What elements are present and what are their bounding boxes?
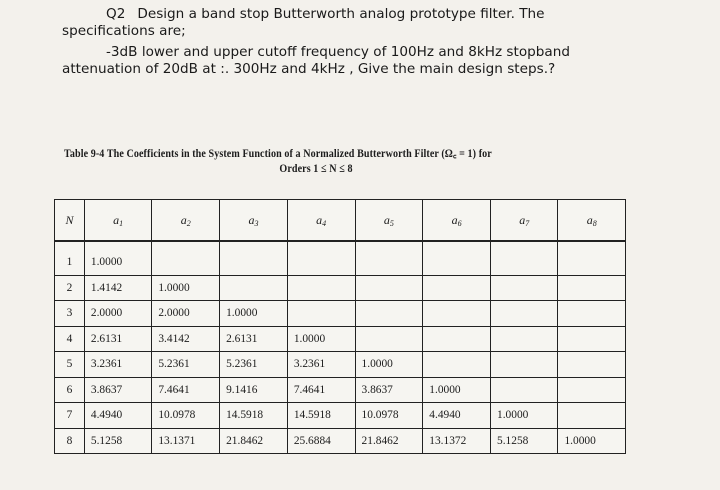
coef-cell: 3.4142 xyxy=(152,326,220,352)
table-row xyxy=(55,241,626,275)
order-cell: 8 xyxy=(55,428,85,454)
coef-cell: 9.1416 xyxy=(220,377,288,403)
header-cell: $a_8$ xyxy=(558,200,626,242)
coef-cell xyxy=(423,326,491,352)
table-row xyxy=(55,275,626,301)
header-cell: $a_7$ xyxy=(491,200,558,242)
coef-cell xyxy=(152,241,220,275)
coef-cell: 5.1258 xyxy=(491,428,558,454)
table-row xyxy=(55,377,626,403)
order-cell: 7 xyxy=(55,403,85,429)
coef-cell xyxy=(491,352,558,378)
table-title-line-2: Orders 1 ≤ N ≤ 8 xyxy=(279,161,353,175)
coef-cell xyxy=(287,241,355,275)
order-cell: 4 xyxy=(55,326,85,352)
coef-cell xyxy=(423,301,491,327)
question-block xyxy=(62,6,712,78)
coef-cell xyxy=(558,301,626,327)
table-header-row xyxy=(55,200,626,242)
coef-cell xyxy=(355,301,423,327)
coef-cell xyxy=(220,275,288,301)
coef-cell: 1.0000 xyxy=(558,428,626,454)
coef-cell xyxy=(558,403,626,429)
question-prompt: Design a band stop Butterworth analog prototype filter. The xyxy=(137,6,545,22)
header-cell: $a_1$ xyxy=(84,200,151,242)
coef-cell xyxy=(423,275,491,301)
table-title-line-1: Table 9-4 The Coefficients in the System Function of a Normalized Butterworth Filter (Ω꜀ = 1) for xyxy=(64,146,492,160)
header-cell: N xyxy=(55,200,85,242)
spec-line-1: -3dB lower and upper cutoff frequency of 100Hz and 8kHz stopband xyxy=(106,44,570,60)
coef-cell: 13.1372 xyxy=(423,428,491,454)
coef-cell: 1.0000 xyxy=(84,241,151,275)
coef-cell xyxy=(287,301,355,327)
coef-cell: 1.0000 xyxy=(287,326,355,352)
coef-cell: 25.6884 xyxy=(287,428,355,454)
spec-line-2: attenuation of 20dB at :. 300Hz and 4kHz , Give the main design steps.? xyxy=(62,61,556,77)
coef-cell: 2.0000 xyxy=(152,301,220,327)
header-cell: $a_5$ xyxy=(355,200,423,242)
order-cell: 1 xyxy=(55,241,85,275)
coef-cell: 14.5918 xyxy=(220,403,288,429)
order-cell: 2 xyxy=(55,275,85,301)
coef-cell xyxy=(491,241,558,275)
coef-cell: 1.0000 xyxy=(220,301,288,327)
coef-cell xyxy=(491,301,558,327)
table-row xyxy=(55,352,626,378)
coef-cell xyxy=(423,352,491,378)
coef-cell: 3.2361 xyxy=(287,352,355,378)
coef-cell: 10.0978 xyxy=(355,403,423,429)
coef-cell: 13.1371 xyxy=(152,428,220,454)
coef-cell: 2.6131 xyxy=(84,326,151,352)
coef-cell xyxy=(423,241,491,275)
coef-cell: 21.8462 xyxy=(355,428,423,454)
coef-cell: 5.2361 xyxy=(220,352,288,378)
table-row xyxy=(55,301,626,327)
coef-cell: 4.4940 xyxy=(423,403,491,429)
header-cell: $a_3$ xyxy=(220,200,288,242)
coef-cell xyxy=(355,241,423,275)
coef-cell: 14.5918 xyxy=(287,403,355,429)
coef-cell xyxy=(287,275,355,301)
coef-cell xyxy=(558,352,626,378)
header-cell: $a_6$ xyxy=(423,200,491,242)
coef-cell xyxy=(491,275,558,301)
coef-cell xyxy=(558,326,626,352)
coef-cell: 10.0978 xyxy=(152,403,220,429)
coef-cell xyxy=(491,377,558,403)
coef-cell: 1.0000 xyxy=(355,352,423,378)
coef-cell: 21.8462 xyxy=(220,428,288,454)
coef-cell: 7.4641 xyxy=(287,377,355,403)
coef-cell xyxy=(558,377,626,403)
order-cell: 3 xyxy=(55,301,85,327)
table-row xyxy=(55,403,626,429)
table-row xyxy=(55,428,626,454)
coef-cell xyxy=(558,241,626,275)
coef-cell: 3.8637 xyxy=(355,377,423,403)
coef-cell: 1.0000 xyxy=(423,377,491,403)
coef-cell: 5.1258 xyxy=(84,428,151,454)
coef-cell: 1.0000 xyxy=(152,275,220,301)
question-prompt-continued: specifications are; xyxy=(62,23,186,39)
coef-cell: 2.0000 xyxy=(84,301,151,327)
header-cell: $a_2$ xyxy=(152,200,220,242)
coef-cell: 5.2361 xyxy=(152,352,220,378)
order-cell: 6 xyxy=(55,377,85,403)
table-row xyxy=(55,326,626,352)
question-number: Q2 xyxy=(106,6,126,22)
coef-cell xyxy=(355,275,423,301)
coefficients-table xyxy=(54,199,626,454)
coef-cell: 3.8637 xyxy=(84,377,151,403)
coef-cell xyxy=(355,326,423,352)
coef-cell: 3.2361 xyxy=(84,352,151,378)
order-cell: 5 xyxy=(55,352,85,378)
coef-cell: 4.4940 xyxy=(84,403,151,429)
coef-cell xyxy=(491,326,558,352)
header-cell: $a_4$ xyxy=(287,200,355,242)
coef-cell: 1.4142 xyxy=(84,275,151,301)
coef-cell xyxy=(220,241,288,275)
coef-cell: 2.6131 xyxy=(220,326,288,352)
table-title xyxy=(64,146,534,176)
coef-cell: 1.0000 xyxy=(491,403,558,429)
coef-cell xyxy=(558,275,626,301)
coef-cell: 7.4641 xyxy=(152,377,220,403)
